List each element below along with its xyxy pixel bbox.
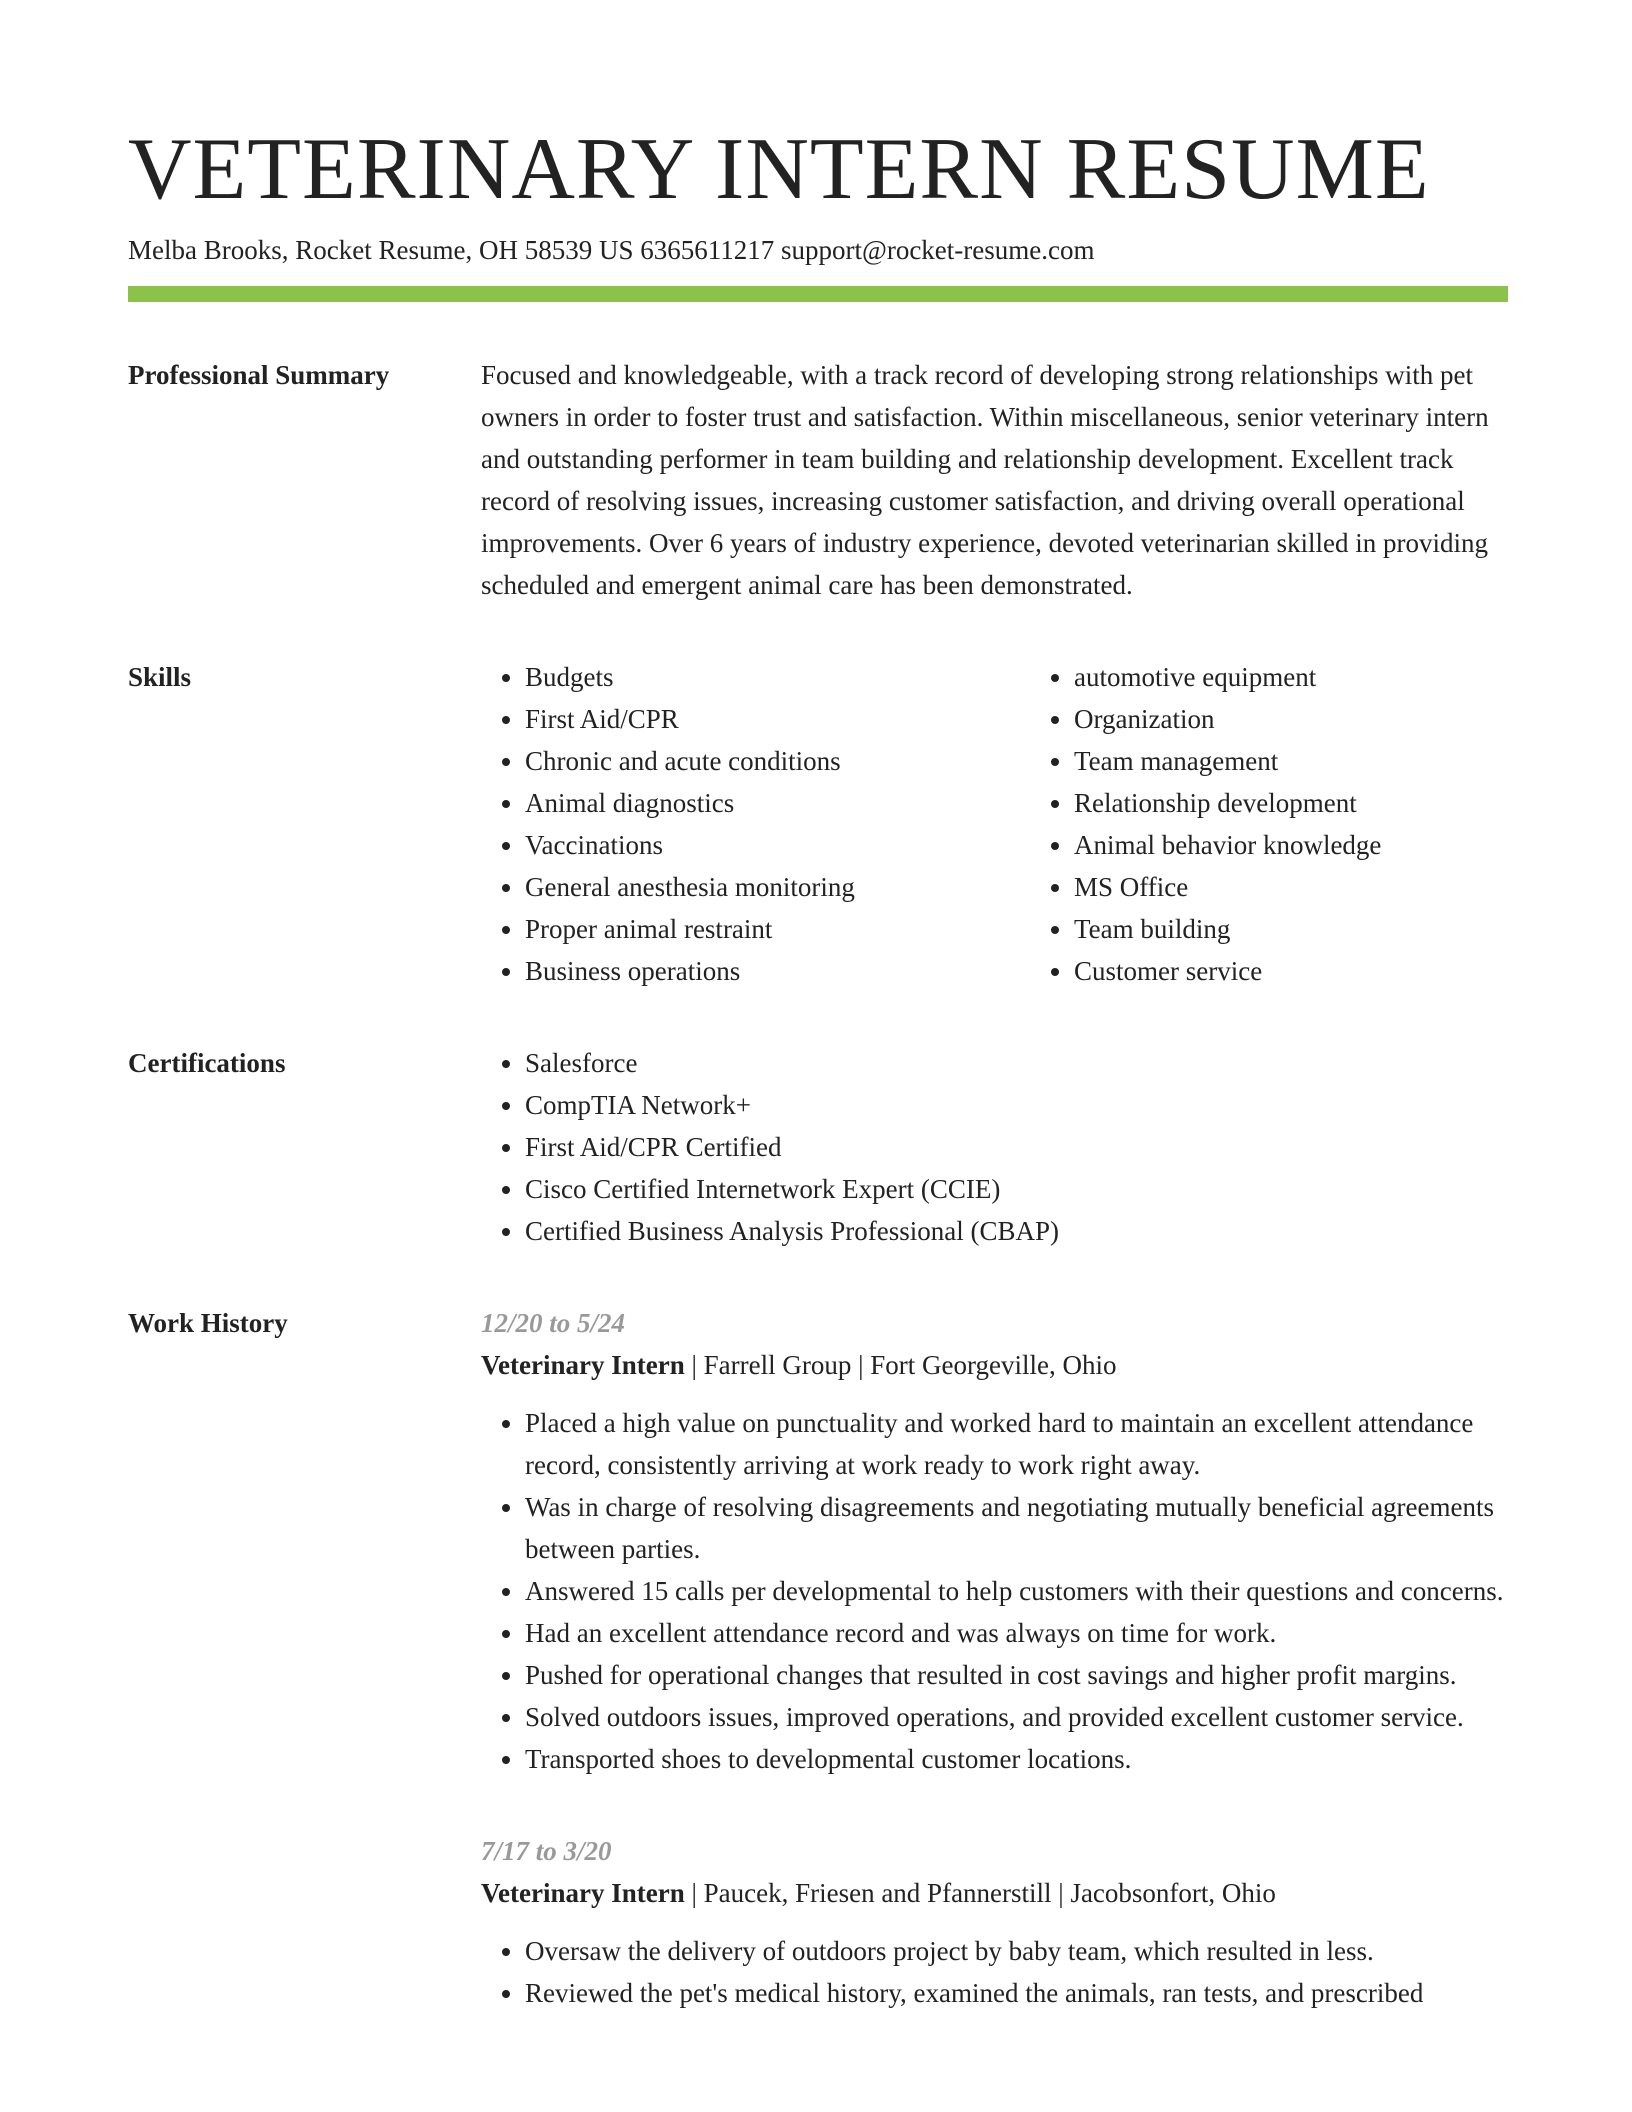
certifications-list — [481, 1042, 1508, 1252]
resume-title: VETERINARY INTERN RESUME — [128, 121, 1430, 218]
skill-item: • Relationship development — [1074, 782, 1579, 824]
job-dates: 12/20 to 5/24 — [481, 1308, 626, 1338]
resume-page — [128, 120, 1508, 2014]
skill-item: • Proper animal restraint — [525, 908, 1030, 950]
certification-item: • Cisco Certified Internetwork Expert (CCIE) — [525, 1168, 1508, 1210]
skill-item: • First Aid/CPR — [525, 698, 1030, 740]
skill-item: • Business operations — [525, 950, 1030, 992]
job-bullet: • Reviewed the pet's medical history, examined the animals, ran tests, and prescribed — [525, 1972, 1508, 2014]
job-title: Veterinary Intern — [481, 1350, 685, 1380]
skill-item: • Team building — [1074, 908, 1579, 950]
skill-item: • automotive equipment — [1074, 656, 1579, 698]
job-employer-location: | Farrell Group | Fort Georgeville, Ohio — [684, 1350, 1117, 1380]
job-bullet: • Transported shoes to developmental customer locations. — [525, 1738, 1508, 1780]
job-bullet: • Answered 15 calls per developmental to help customers with their questions and concerns. — [525, 1570, 1508, 1612]
summary-text: Focused and knowledgeable, with a track record of developing strong relationships with pet owners in order to foster trust and satisfaction. Within miscellaneous, senior veterinary intern and outstanding performer in team building and relationship development. Excellent track record of resolving issues, increasing customer satisfaction, and driving overall operational improvements. Over 6 years of industry experience, devoted veterinarian skilled in providing scheduled and emergent animal care has been demonstrated. — [481, 360, 1489, 600]
job-heading — [481, 1872, 1508, 1914]
skills-list-right — [1030, 656, 1579, 992]
job-entry — [481, 1302, 1508, 1780]
skill-item: • Team management — [1074, 740, 1579, 782]
job-bullet: • Placed a high value on punctuality and worked hard to maintain an excellent attendance record, consistently arriving at work ready to work right away. — [525, 1402, 1508, 1486]
work-history-section — [128, 1302, 1508, 2014]
job-heading — [481, 1344, 1508, 1386]
skill-item: • Customer service — [1074, 950, 1579, 992]
section-label-summary: Professional Summary — [128, 360, 390, 390]
job-bullet: • Solved outdoors issues, improved operations, and provided excellent customer service. — [525, 1696, 1508, 1738]
section-label-skills: Skills — [128, 662, 192, 692]
skills-section — [128, 656, 1508, 992]
job-bullets — [481, 1402, 1508, 1780]
job-title: Veterinary Intern — [481, 1878, 685, 1908]
accent-divider — [128, 286, 1508, 302]
certification-item: • Certified Business Analysis Professional (CBAP) — [525, 1210, 1508, 1252]
certification-item: • First Aid/CPR Certified — [525, 1126, 1508, 1168]
job-bullet: • Oversaw the delivery of outdoors project by baby team, which resulted in less. — [525, 1930, 1508, 1972]
certifications-section — [128, 1042, 1508, 1252]
job-bullet: • Was in charge of resolving disagreements and negotiating mutually beneficial agreements between parties. — [525, 1486, 1508, 1570]
certification-item: • CompTIA Network+ — [525, 1084, 1508, 1126]
skill-item: • Budgets — [525, 656, 1030, 698]
skill-item: • Vaccinations — [525, 824, 1030, 866]
skill-item: • Animal diagnostics — [525, 782, 1030, 824]
job-dates: 7/17 to 3/20 — [481, 1836, 612, 1866]
summary-section — [128, 354, 1508, 606]
contact-line: Melba Brooks, Rocket Resume, OH 58539 US 6365611217 support@rocket-resume.com — [128, 235, 1095, 265]
skills-list-left — [481, 656, 1030, 992]
skill-item: • Animal behavior knowledge — [1074, 824, 1579, 866]
job-entry — [481, 1830, 1508, 2014]
job-bullets — [481, 1930, 1508, 2014]
skill-item: • MS Office — [1074, 866, 1579, 908]
job-bullet: • Pushed for operational changes that resulted in cost savings and higher profit margins. — [525, 1654, 1508, 1696]
job-employer-location: | Paucek, Friesen and Pfannerstill | Jacobsonfort, Ohio — [684, 1878, 1276, 1908]
skill-item: • General anesthesia monitoring — [525, 866, 1030, 908]
certification-item: • Salesforce — [525, 1042, 1508, 1084]
skill-item: • Organization — [1074, 698, 1579, 740]
skill-item: • Chronic and acute conditions — [525, 740, 1030, 782]
section-label-certifications: Certifications — [128, 1048, 286, 1078]
job-bullet: • Had an excellent attendance record and was always on time for work. — [525, 1612, 1508, 1654]
section-label-work-history: Work History — [128, 1308, 288, 1338]
